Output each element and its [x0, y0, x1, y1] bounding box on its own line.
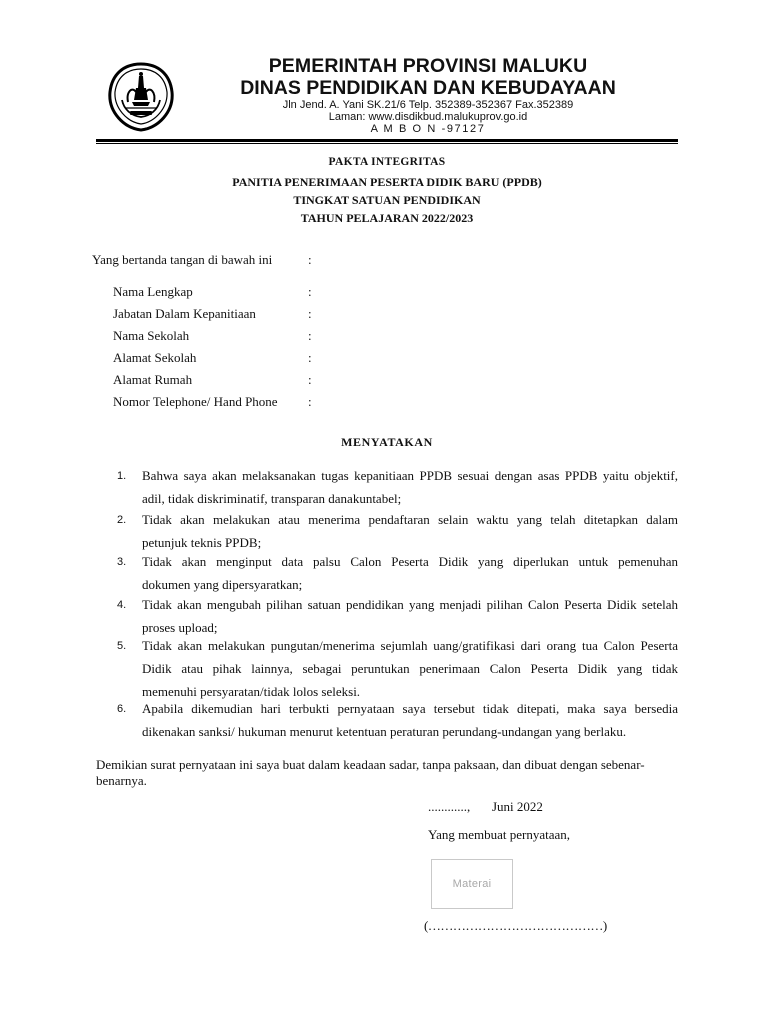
signer-label: Yang membuat pernyataan, [428, 827, 571, 842]
document-subtitle-committee: PANITIA PENERIMAAN PESERTA DIDIK BARU (PPDB) [232, 175, 542, 189]
list-item-line: Tidak akan melakukan atau menerima pendaftaran selain waktu yang telah ditetapkan dalam [142, 512, 678, 527]
field-colon: : [308, 372, 312, 387]
letterhead-department: DINAS PENDIDIKAN DAN KEBUDAYAAN [240, 77, 616, 99]
field-colon: : [308, 394, 312, 409]
document-subtitle-year: TAHUN PELAJARAN 2022/2023 [300, 211, 474, 225]
letterhead-thin-rule [96, 143, 678, 144]
statement-heading: MENYATAKAN [341, 435, 433, 449]
list-item [142, 697, 678, 743]
revenue-stamp-label: Materai [452, 878, 492, 890]
letterhead-website: Laman: www.disdikbud.malukuprov.go.id [328, 111, 528, 123]
list-item-line: Tidak akan mengubah pilihan satuan pendidikan yang menjadi pilihan Calon Peserta Didik setelah [142, 597, 678, 612]
list-item [142, 593, 678, 639]
list-item-number: 6. [117, 703, 127, 715]
field-label-school-address: Alamat Sekolah [113, 350, 197, 365]
list-item-line: dikenakan sanksi/ hukuman menurut ketentuan peraturan perundang-undangan yang berlaku. [142, 724, 627, 739]
list-item [142, 634, 678, 703]
field-colon: : [308, 306, 312, 321]
field-colon: : [308, 284, 312, 299]
list-item-line: proses upload; [142, 620, 218, 635]
list-item-line: memenuhi persyaratan/tidak lolos seleksi. [142, 684, 361, 699]
field-label-phone: Nomor Telephone/ Hand Phone [113, 394, 278, 409]
field-label-position: Jabatan Dalam Kepanitiaan [113, 306, 256, 321]
signature-place: ............, [428, 799, 471, 814]
document-subtitle-level: TINGKAT SATUAN PENDIDIKAN [293, 193, 481, 207]
revenue-stamp-box [431, 859, 513, 909]
letterhead-city: A M B O N -97127 [370, 123, 486, 135]
list-item-number: 3. [117, 556, 127, 568]
maluku-province-emblem [106, 62, 176, 132]
list-item-number: 5. [117, 640, 127, 652]
list-item-line: Tidak akan melakukan pungutan/menerima sejumlah uang/gratifikasi dari orang tua Calon Peserta [142, 638, 678, 653]
list-item [142, 508, 678, 554]
list-item [142, 464, 678, 510]
letterhead-thick-rule [96, 139, 678, 142]
document-title: PAKTA INTEGRITAS [328, 156, 446, 168]
list-item-line: Apabila dikemudian hari terbukti pernyataan saya tersebut tidak ditepati, maka saya bersedia [142, 701, 678, 716]
list-item-line: adil, tidak diskriminatif, transparan danakuntabel; [142, 491, 402, 506]
list-item-line: Didik atau pihak lainnya, sebagai peruntukan penerimaan Calon Peserta Didik yang tidak [142, 661, 678, 676]
list-item [142, 550, 678, 596]
list-item-number: 2. [117, 514, 127, 526]
intro-colon: : [308, 252, 312, 267]
field-colon: : [308, 328, 312, 343]
closing-statement: Demikian surat pernyataan ini saya buat dalam keadaan sadar, tanpa paksaan, dan dibuat dengan sebenar- [96, 757, 645, 772]
list-item-line: petunjuk teknis PPDB; [142, 535, 262, 550]
field-label-home-address: Alamat Rumah [113, 372, 193, 387]
list-item-line: Bahwa saya akan melaksanakan tugas kepanitiaan PPDB sesuai dengan asas PPDB yaitu objektif, [142, 468, 678, 483]
list-item-number: 4. [117, 599, 127, 611]
letterhead-address: Jln Jend. A. Yani SK.21/6 Telp. 352389-352367 Fax.352389 [282, 99, 574, 111]
signer-name-placeholder: (……………………………………) [424, 918, 607, 933]
field-label-school: Nama Sekolah [113, 328, 190, 343]
closing-statement-end: benarnya. [96, 773, 147, 788]
field-label-name: Nama Lengkap [113, 284, 193, 299]
list-item-line: Tidak akan menginput data palsu Calon Peserta Didik yang diperlukan untuk pemenuhan [142, 554, 678, 569]
signature-date: Juni 2022 [492, 799, 543, 814]
field-colon: : [308, 350, 312, 365]
list-item-line: dokumen yang dipersyaratkan; [142, 577, 303, 592]
intro-label: Yang bertanda tangan di bawah ini [92, 252, 273, 267]
letterhead-government: PEMERINTAH PROVINSI MALUKU [268, 55, 588, 77]
list-item-number: 1. [117, 470, 127, 482]
